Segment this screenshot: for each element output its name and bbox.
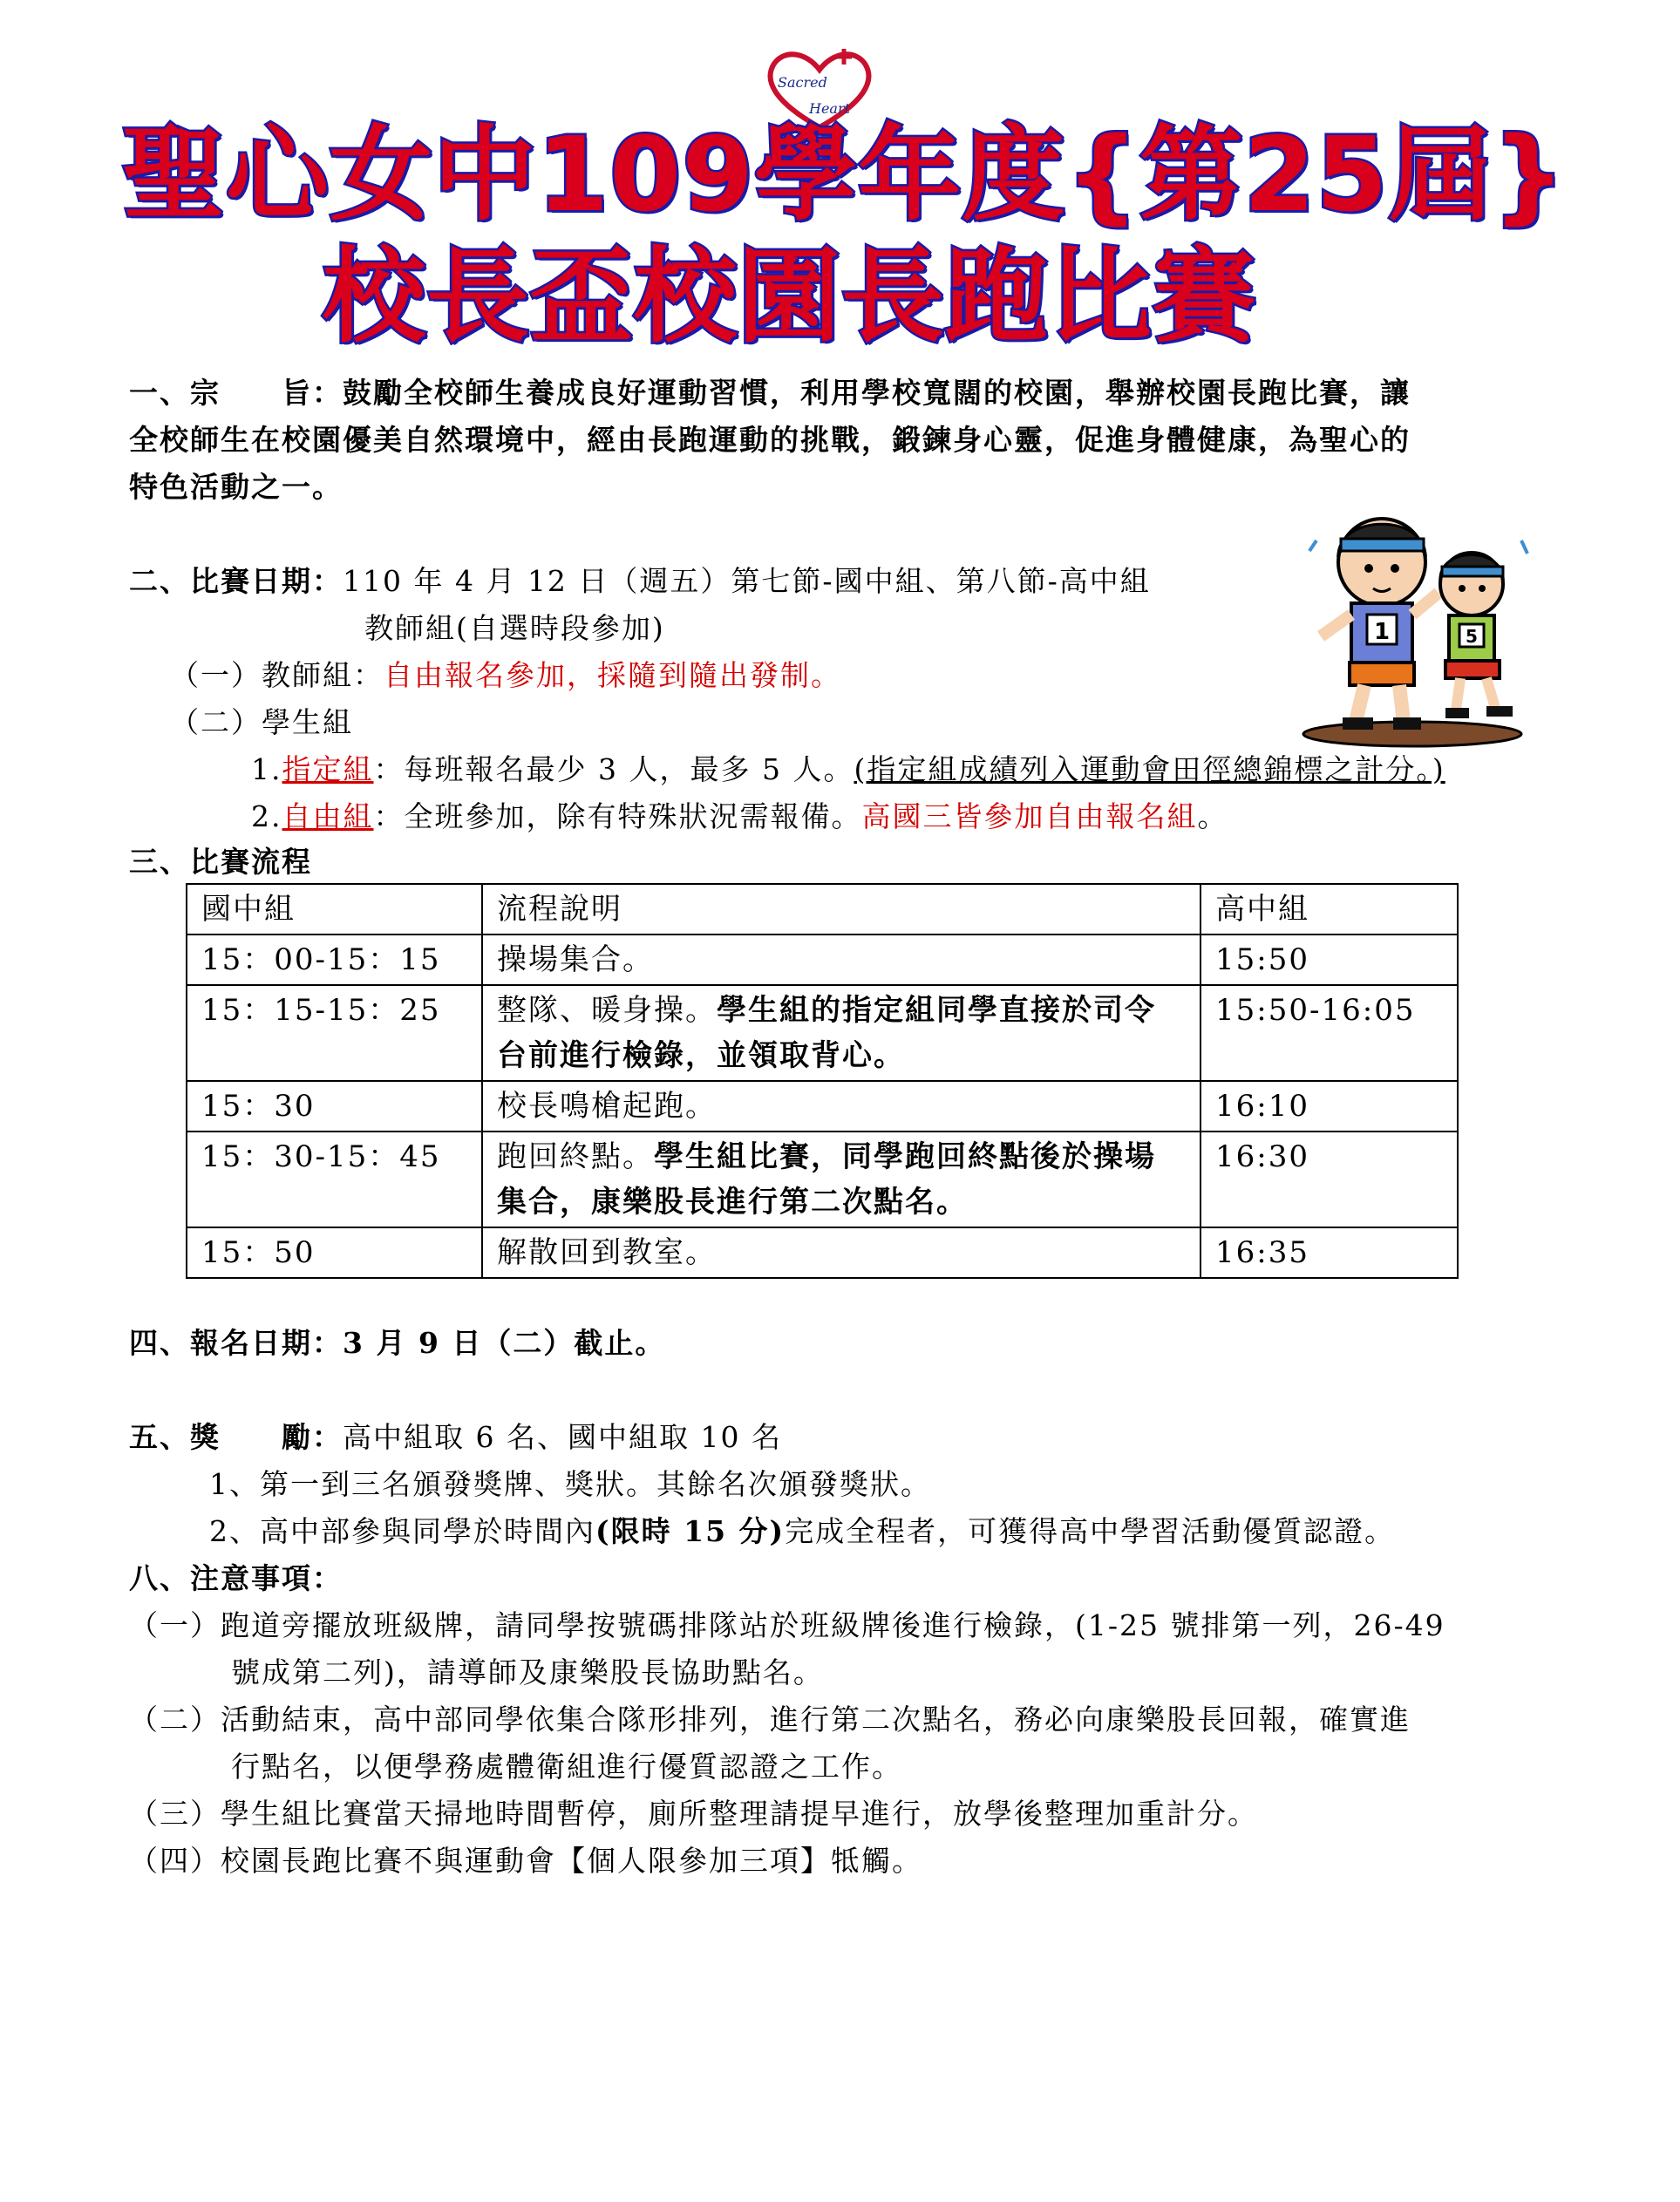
cell-senior: 16:30 [1200, 1132, 1458, 1227]
note1-line1: （一）跑道旁擺放班級牌，請同學按號碼排隊站於班級牌後進行檢錄，(1-25 號排第一列，26-49 [129, 1608, 1445, 1642]
cell-senior: 15:50 [1200, 934, 1458, 985]
item2-part-c: 完成全程者，可獲得高中學習活動優質認證。 [785, 1514, 1396, 1548]
section1-line2: 全校師生在校園優美自然環境中，經由長跑運動的挑戰，鍛鍊身心靈，促進身體健康，為聖心的 [129, 423, 1411, 457]
section5-heading: 五、獎 勵： [129, 1420, 343, 1454]
item1-note: (指定組成績列入運動會田徑總錦標之計分。) [854, 752, 1445, 786]
header-junior: 國中組 [187, 884, 482, 934]
section2-line1 [129, 558, 1151, 605]
item2-number: 2. [251, 799, 282, 833]
cell-senior: 16:35 [1200, 1227, 1458, 1278]
section5-item1: 1、第一到三名頒發獎牌、獎狀。其餘名次頒發獎狀。 [209, 1467, 931, 1501]
cell-senior: 16:10 [1200, 1081, 1458, 1132]
header-senior: 高中組 [1200, 884, 1458, 934]
note3: （三）學生組比賽當天掃地時間暫停，廁所整理請提早進行，放學後整理加重計分。 [129, 1797, 1258, 1831]
title-line-2: 校長盃校園長跑比賽 [323, 236, 1257, 357]
item2-red-text: 高國三皆參加自由報名組 [861, 799, 1198, 833]
teacher-group-line [170, 652, 841, 699]
runner2-bib: 5 [1466, 626, 1478, 647]
item2-part-a: 2、高中部參與同學於時間內 [209, 1514, 595, 1548]
table-row [187, 1227, 1458, 1278]
teacher-group-text: 自由報名參加，採隨到隨出發制。 [384, 658, 841, 692]
teacher-group-label: （一）教師組： [170, 658, 384, 692]
item2-time-limit: (限時 15 分) [595, 1514, 786, 1548]
cell-process [482, 985, 1200, 1081]
process-text: 解散回到教室。 [497, 1235, 717, 1270]
section1-heading: 一、宗 旨： [129, 376, 343, 410]
cell-process [482, 1132, 1200, 1227]
section1-line3: 特色活動之一。 [129, 470, 343, 504]
header-process: 流程說明 [482, 884, 1200, 934]
cell-junior: 15：30-15：45 [187, 1132, 482, 1227]
table-header-row [187, 884, 1458, 934]
section5-item2 [209, 1508, 1395, 1555]
student-group-label: （二）學生組 [170, 705, 353, 739]
table-row [187, 1132, 1458, 1227]
note4: （四）校園長跑比賽不與運動會【個人限參加三項】牴觸。 [129, 1844, 922, 1878]
process-text: 跑回終點。 [497, 1139, 654, 1174]
cell-process [482, 934, 1200, 985]
process-text: 整隊、暖身操。 [497, 993, 717, 1028]
note2-line1: （二）活動結束，高中部同學依集合隊形排列，進行第二次點名，務必向康樂股長回報，確實進 [129, 1702, 1411, 1736]
cell-senior: 15:50-16:05 [1200, 985, 1458, 1081]
section5-text: 高中組取 6 名、國中組取 10 名 [343, 1420, 782, 1454]
process-text: 校長鳴槍起跑。 [497, 1089, 717, 1124]
section8-heading: 八、注意事項： [129, 1561, 343, 1595]
item1-number: 1. [251, 752, 282, 786]
section1-text-1: 鼓勵全校師生養成良好運動習慣，利用學校寬闊的校園，舉辦校園長跑比賽，讓 [343, 376, 1411, 410]
table-row [187, 1081, 1458, 1132]
designated-group-label: 指定組 [282, 752, 374, 786]
runner1-bib: 1 [1373, 619, 1391, 645]
cell-junior: 15：00-15：15 [187, 934, 482, 985]
process-bold: 學生組的指定組同學直接於司令台前進行檢錄，並領取背心。 [497, 993, 1156, 1073]
section4-line: 四、報名日期：3 月 9 日（二）截止。 [129, 1326, 666, 1360]
cell-junior: 15：50 [187, 1227, 482, 1278]
logo-text-heart: Heart [809, 100, 851, 117]
table-row [187, 985, 1458, 1081]
section2-heading: 二、比賽日期： [129, 564, 343, 598]
item2-end: 。 [1197, 799, 1228, 833]
section2-line2: 教師組(自選時段參加) [364, 611, 665, 645]
runners-illustration [1299, 506, 1534, 750]
section3-heading: 三、比賽流程 [129, 845, 312, 879]
free-group-label: 自由組 [282, 799, 374, 833]
note1-line2: 號成第二列)，請導師及康樂股長協助點名。 [231, 1655, 824, 1689]
section2-date: 110 年 4 月 12 日（週五）第七節-國中組、第八節-高中組 [343, 564, 1151, 598]
process-text: 操場集合。 [497, 942, 654, 977]
item2-text: ：全班參加，除有特殊狀況需報備。 [373, 799, 862, 833]
title-line-1: 聖心女中109學年度{第25屆} [122, 114, 1567, 234]
cell-process [482, 1227, 1200, 1278]
table-row [187, 934, 1458, 985]
note2-line2: 行點名，以便學務處體衛組進行優質認證之工作。 [231, 1750, 902, 1784]
section1-line1 [129, 370, 1411, 417]
cell-junior: 15：15-15：25 [187, 985, 482, 1081]
logo-text-sacred: Sacred [778, 74, 827, 91]
section5-line [129, 1414, 782, 1461]
process-bold: 學生組比賽，同學跑回終點後於操場集合，康樂股長進行第二次點名。 [497, 1139, 1156, 1220]
item1-text: ：每班報名最少 3 人，最多 5 人。 [373, 752, 854, 786]
student-item-2 [251, 793, 1228, 840]
schedule-table [186, 883, 1459, 1279]
student-item-1 [251, 746, 1445, 793]
cell-process [482, 1081, 1200, 1132]
cell-junior: 15：30 [187, 1081, 482, 1132]
